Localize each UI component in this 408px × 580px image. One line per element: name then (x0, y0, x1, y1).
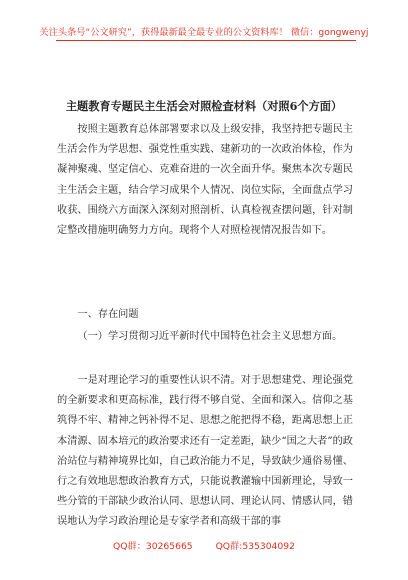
body-paragraph (57, 371, 353, 533)
subsection-text: （一）学习贯彻习近平新时代中国特色社会主义思想方面。 (77, 331, 343, 342)
body-paragraph-text: 一是对理论学习的重要性认识不清。对于思想建党、理论强党的全新要求和更高标准，践行得不够自觉、全面和深入。信仰之基筑得不牢、精神之钙补得不足、思想之舵把得不稳，距离思想上正本清源、固本培元的政治要求还有一定差距，缺少“国之大者”的政治站位与精神境界比如，自己政治能力不足，导致缺少通俗易懂、行之有效地思想政治教育方式，只能说教灌输中国新理论，导致一些分管的干部缺少政治认同、思想认同、理论认同、情感认同，错误地认为学习政治理论是专家学者和高级干部的事 (57, 375, 353, 528)
document-title: 主题教育专题民主生活会对照检查材料（对照6个方面） (65, 99, 343, 113)
section-heading-problems: 一、存在问题 (77, 309, 139, 320)
header-divider (56, 40, 356, 41)
intro-paragraph (57, 120, 353, 241)
intro-text: 按照主题教育总体部署要求以及上级安排，我坚持把专题民主生活会作为学思想、强党性重实践、建新功的一次政治体检，作为凝神聚魂、坚定信心、克难奋进的一次全面升华。聚焦本次专题民主生活会主题，结合学习成果个人情况、岗位实际，全面盘点学习收获、围绕六方面深入深刻对照剖析、认真检视查摆问题，针对制定整改措施明确努力方向。现将个人对照检视情况报告如下。 (57, 124, 353, 237)
footer-qq-group-1: QQ群：30265665 (113, 541, 193, 552)
header-banner: 关注头条号“公文研究”，获得最新最全最专业的公文资料库！ 微信：gongwenyj (39, 27, 369, 38)
footer-contact (0, 538, 408, 552)
subsection-heading (57, 327, 353, 347)
footer-qq-group-2: QQ群:535304092 (215, 541, 295, 552)
